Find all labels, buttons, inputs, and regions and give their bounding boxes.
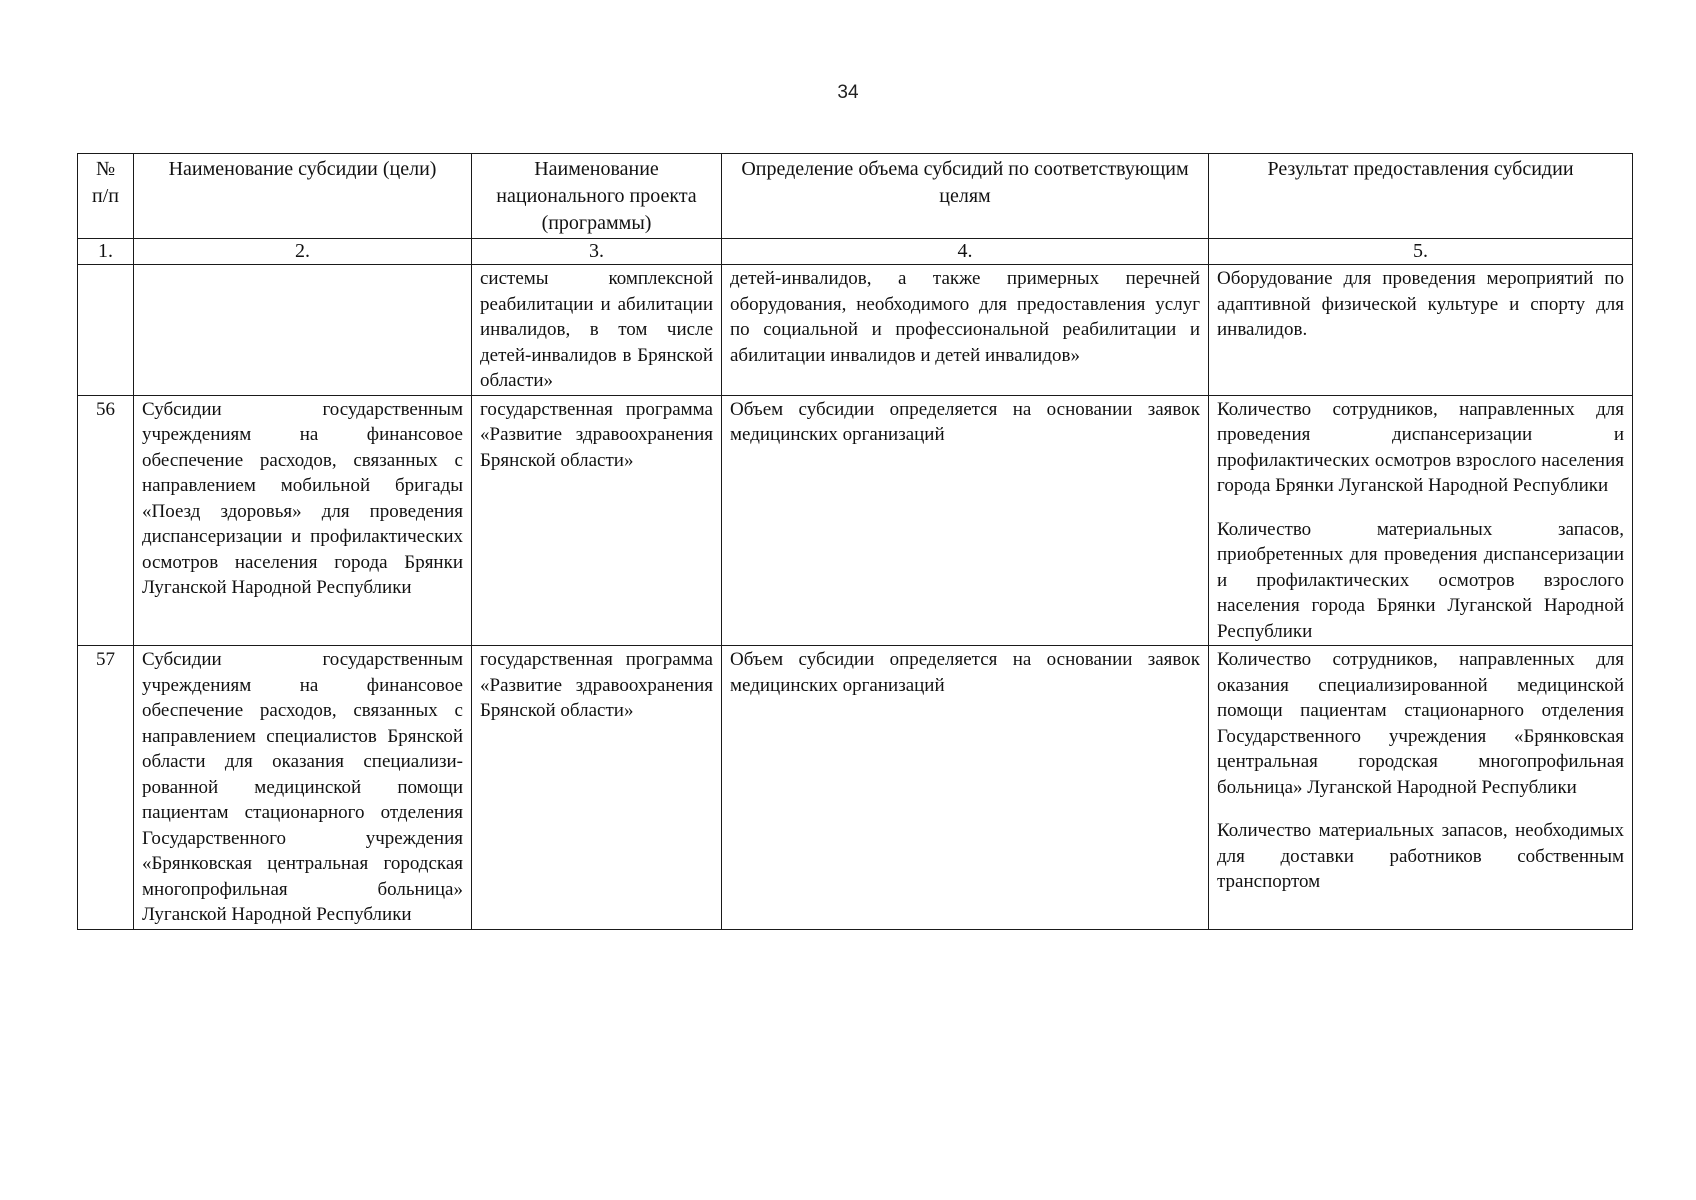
volume-cell: детей-инвалидов, а также примерных перечней оборудования, необходимого для предоставления услуг по социальной и профессиональной реабилитации и абилитации инвалидов и детей инвалидов» — [722, 265, 1209, 396]
project-cell: государственная программа «Развитие здравоохранения Брянской области» — [472, 646, 722, 930]
project-cell: государственная программа «Развитие здравоохранения Брянской области» — [472, 395, 722, 646]
table-row — [78, 265, 1633, 396]
row-number — [78, 265, 134, 396]
result-paragraph: Количество материальных запасов, приобретенных для проведения диспансеризации и профилактических осмотров взрослого населения города Брянки Луганской Народной Республики — [1217, 518, 1624, 642]
subsidy-name-cell: Субсидии государственным учреждениям на финансовое обеспечение расходов, связанных с направлением специалистов Брянской области для оказания специализи-рованной медицинской помощи пациентам стационарного отделения Государственного учреждения «Брянковская центральная городская многопрофильная больница» Луганской Народной Республики — [134, 646, 472, 930]
result-cell — [1209, 395, 1633, 646]
column-number: 5. — [1209, 239, 1633, 265]
column-number: 2. — [134, 239, 472, 265]
result-paragraph: Оборудование для проведения мероприятий по адаптивной физической культуре и спорту для инвалидов. — [1217, 268, 1624, 340]
result-paragraph: Количество сотрудников, направленных для проведения диспансеризации и профилактических осмотров взрослого населения города Брянки Луганской Народной Республики — [1217, 398, 1624, 496]
header-no: № п/п — [78, 154, 134, 239]
subsidy-name-cell: Субсидии государственным учреждениям на финансовое обеспечение расходов, связанных с направлением мобильной бригады «Поезд здоровья» для проведения диспансеризации и профилактических осмотров населения города Брянки Луганской Народной Республики — [134, 395, 472, 646]
result-paragraph: Количество материальных запасов, необходимых для доставки работников собственным транспортом — [1217, 820, 1624, 892]
table-row — [78, 395, 1633, 646]
subsidy-table — [77, 153, 1633, 930]
column-number: 3. — [472, 239, 722, 265]
volume-cell: Объем субсидии определяется на основании заявок медицинских организаций — [722, 646, 1209, 930]
project-cell: системы комплексной реабилитации и абилитации инвалидов, в том числе детей-инвалидов в Брянской области» — [472, 265, 722, 396]
subsidy-name-cell — [134, 265, 472, 396]
result-cell — [1209, 646, 1633, 930]
header-result: Результат предоставления субсидии — [1209, 154, 1633, 239]
column-number: 1. — [78, 239, 134, 265]
result-cell — [1209, 265, 1633, 396]
header-subsidy-name: Наименование субсидии (цели) — [134, 154, 472, 239]
table-header-row — [78, 154, 1633, 239]
column-number: 4. — [722, 239, 1209, 265]
volume-cell: Объем субсидии определяется на основании заявок медицинских организаций — [722, 395, 1209, 646]
row-number: 57 — [78, 646, 134, 930]
row-number: 56 — [78, 395, 134, 646]
header-volume-definition: Определение объема субсидий по соответствующим целям — [722, 154, 1209, 239]
result-paragraph: Количество сотрудников, направленных для оказания специализированной медицинской помощи пациентам стационарного отделения Государственного учреждения «Брянковская центральная городская многопрофильная больница» Луганской Народной Республики — [1217, 649, 1624, 798]
column-number-row — [78, 239, 1633, 265]
page-number: 34 — [837, 82, 859, 103]
header-national-project: Наименование национального проекта (программы) — [472, 154, 722, 239]
table-row — [78, 646, 1633, 930]
